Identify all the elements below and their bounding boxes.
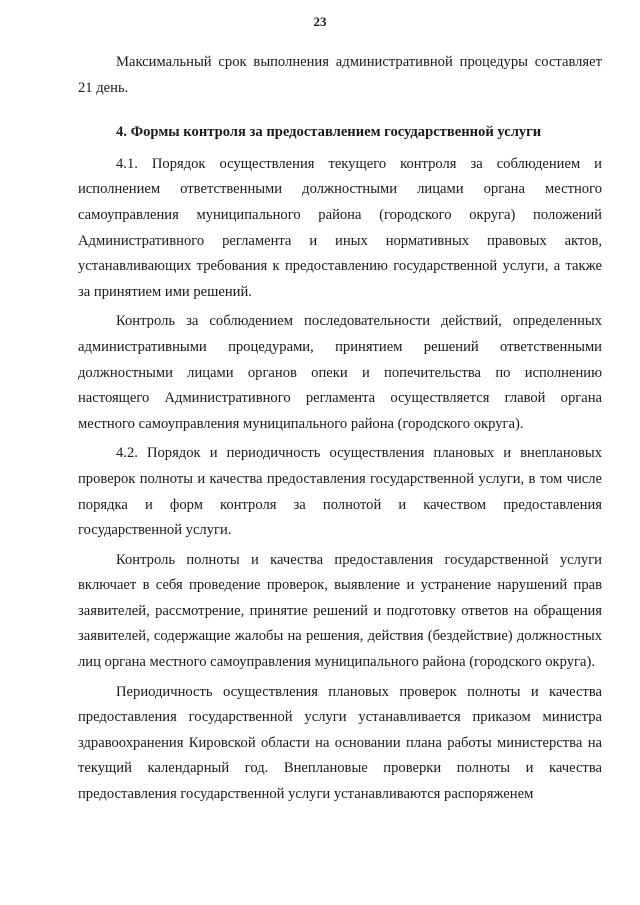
paragraph-4-1: 4.1. Порядок осуществления текущего контроля за соблюдением и исполнением ответственными должностными лицами органа местного самоуправления муниципального района (городского округа) положений Административного регламента и иных нормативных правовых актов, устанавливающих требования к предоставлению государственной услуги, а также за принятием ими решений. — [78, 155, 602, 300]
page-number: 23 — [313, 14, 327, 29]
paragraph-control-sequence: Контроль за соблюдением последовательности действий, определенных административными процедурами, принятием решений ответственными должностными лицами органов опеки и попечительства по исполнению настоящего Административного регламента осуществляется главой органа местного самоуправления муниципального района (городского округа). — [78, 313, 602, 432]
section-heading: 4. Формы контроля за предоставлением государственной услуги — [116, 124, 542, 141]
paragraph-4-2: 4.2. Порядок и периодичность осуществления плановых и внеплановых проверок полноты и качества предоставления государственной услуги, в том числе порядка и форм контроля за полнотой и качеством предоставления государственной услуги. — [78, 445, 602, 539]
paragraph-procedure-term: Максимальный срок выполнения административной процедуры составляет 21 день. — [78, 54, 602, 96]
document-body — [78, 50, 602, 808]
paragraph-periodicity: Периодичность осуществления плановых проверок полноты и качества предоставления государственной услуги устанавливается приказом министра здравоохранения Кировской области на основании плана работы министерства на текущий календарный год. Внеплановые проверки полноты и качества предоставления государственной услуги устанавливаются распоряженем — [78, 683, 602, 803]
paragraph-quality-control: Контроль полноты и качества предоставления государственной услуги включает в себя проведение проверок, выявление и устранение нарушений прав заявителей, рассмотрение, принятие решений и подготовку ответов на обращения заявителей, содержащие жалобы на решения, действия (бездействие) должностных лиц органа местного самоуправления муниципального района (городского округа). — [78, 551, 602, 671]
